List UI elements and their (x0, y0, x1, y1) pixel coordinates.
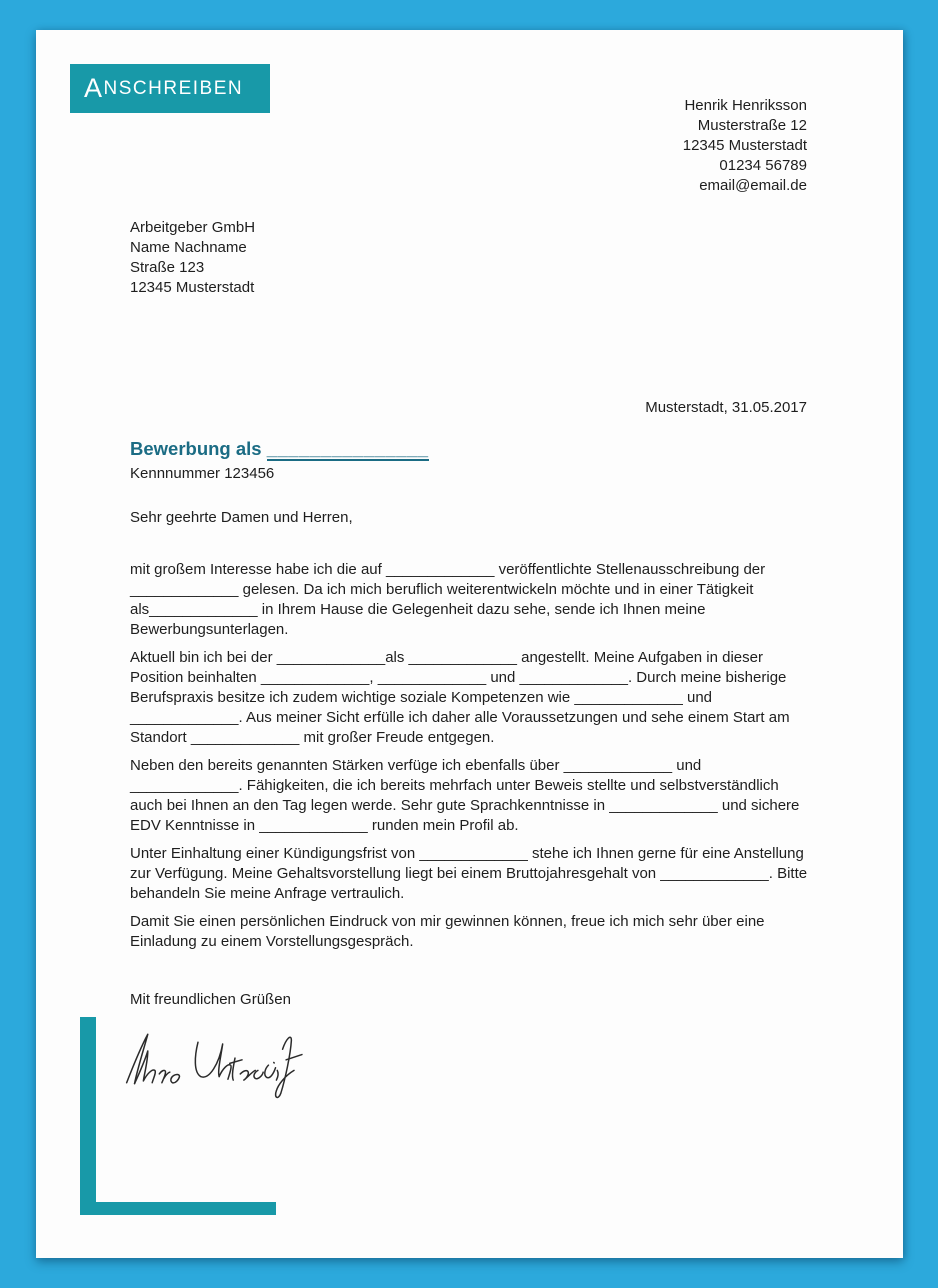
recipient-address-block (130, 218, 255, 298)
paragraph-interview-invite: Damit Sie einen persönlichen Eindruck von mir gewinnen können, freue ich mich sehr über eine Einladung zu einem Vorstellungsgespräch. (130, 913, 765, 950)
sender-street: Musterstraße 12 (697, 117, 807, 134)
closing-phrase: Mit freundlichen Grüßen (130, 991, 291, 1008)
sender-email: email@email.de (699, 177, 807, 194)
sender-name: Henrik Henriksson (684, 97, 807, 114)
recipient-name: Name Nachname (130, 239, 247, 256)
date-line: Musterstadt, 31.05.2017 (645, 399, 807, 416)
signature-handwriting (124, 1028, 309, 1104)
recipient-city: 12345 Musterstadt (130, 279, 255, 296)
paragraph-strengths: Neben den bereits genannten Stärken verfüge ich ebenfalls über _____________ und _____________. Fähigkeiten, die ich bereits mehrfach unter Beweis stellte und selbstverständlich auch bei Ihnen an den Tag legen werde. Sehr gute Sprachkenntnisse in _____________ und sichere EDV Kenntnisse in _____________ runden mein Profil ab. (130, 757, 800, 834)
letter-body (130, 508, 808, 1010)
paragraph-current-position: Aktuell bin ich bei der _____________als _____________ angestellt. Meine Aufgaben in dieser Position beinhalten _____________, _____________ und _____________. Durch meine bisherige Berufspraxis besitze ich zudem wichtige soziale Kompetenzen wie _____________ und _____________. Aus meiner Sicht erfülle ich daher alle Voraussetzungen und sehe einem Start am Standort _____________ mit großer Freude entgegen. (130, 649, 790, 746)
signature-strokes (124, 1028, 309, 1104)
paragraph-notice-salary: Unter Einhaltung einer Kündigungsfrist von _____________ stehe ich Ihnen gerne für eine Anstellung zur Verfügung. Meine Gehaltsvorstellung liegt bei einem Bruttojahresgehalt von _____________. Bitte behandeln Sie meine Anfrage vertraulich. (130, 845, 808, 902)
document-page (36, 30, 903, 1258)
sender-address-block (683, 96, 807, 196)
reference-number: Kennnummer 123456 (130, 465, 275, 482)
salutation: Sehr geehrte Damen und Herren, (130, 509, 353, 526)
section-title-box (70, 64, 270, 113)
subject-prefix: Bewerbung als (130, 438, 267, 459)
recipient-company: Arbeitgeber GmbH (130, 219, 256, 236)
sender-phone: 01234 56789 (719, 157, 807, 174)
sender-city: 12345 Musterstadt (682, 137, 807, 154)
section-title-rest: NSCHREIBEN (103, 78, 244, 99)
subject-block (130, 436, 429, 484)
subject-line (130, 436, 429, 462)
section-title-initial: A (84, 73, 104, 103)
subject-blank-field: _______________ (266, 438, 429, 459)
corner-decoration-vertical-bar (80, 1017, 96, 1215)
corner-decoration-horizontal-bar (80, 1202, 276, 1215)
paragraph-introduction: mit großem Interesse habe ich die auf _____________ veröffentlichte Stellenausschreibung der _____________ gelesen. Da ich mich beruflich weiterentwickeln möchte und in einer Tätigkeit als_____________ in Ihrem Hause die Gelegenheit dazu sehe, sende ich Ihnen meine Bewerbungsunterlagen. (130, 561, 766, 638)
recipient-street: Straße 123 (130, 259, 205, 276)
